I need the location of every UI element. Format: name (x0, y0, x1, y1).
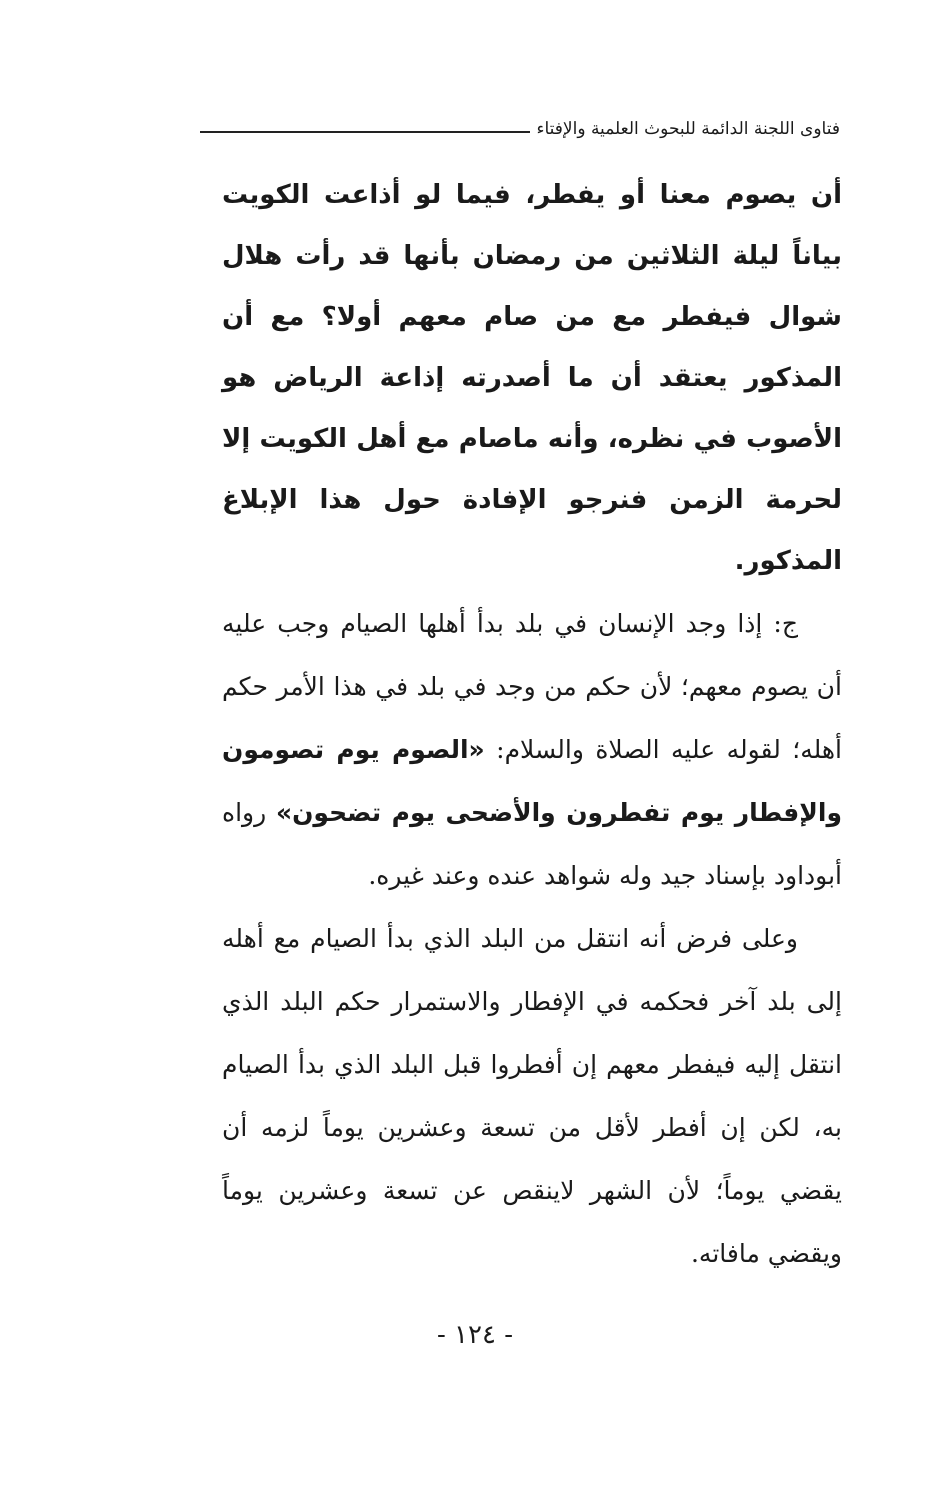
answer-outro: رواه أبوداود بإسناد جيد وله شواهد عنده وعند غيره. (222, 798, 842, 890)
answer-paragraph (222, 592, 842, 907)
second-paragraph: وعلى فرض أنه انتقل من البلد الذي بدأ الصيام مع أهله إلى بلد آخر فحكمه في الإفطار والاستمرار حكم البلد الذي انتقل إليه فيفطر معهم إن أفطروا قبل البلد الذي بدأ الصيام به، لكن إن أفطر لأقل من تسعة وعشرين يوماً لزمه أن يقضي يوماً؛ لأن الشهر لاينقص عن تسعة وعشرين يوماً ويقضي مافاته. (222, 924, 842, 1268)
header-rule (200, 131, 530, 133)
hadith-quote: «الصوم يوم تصومون والإفطار يوم تفطرون والأضحى يوم تضحون» (222, 735, 842, 827)
answer-intro: ج: إذا وجد الإنسان في بلد بدأ أهلها الصيام وجب عليه أن يصوم معهم؛ لأن حكم من وجد في بلد في هذا الأمر حكم أهله؛ لقوله عليه الصلاة والسلام: (222, 609, 843, 764)
question-paragraph: أن يصوم معنا أو يفطر، فيما لو أذاعت الكويت بياناً ليلة الثلاثين من رمضان بأنها قد رأت هلال شوال فيفطر مع من صام معهم أولا؟ مع أن المذكور يعتقد أن ما أصدرته إذاعة الرياض هو الأصوب في نظره، وأنه ماصام مع أهل الكويت إلا لحرمة الزمن فنرجو الإفادة حول هذا الإبلاغ المذكور. (222, 180, 842, 576)
running-header (110, 112, 840, 146)
page-number: - ١٢٤ - (436, 1320, 514, 1350)
header-title: فتاوى اللجنة الدائمة للبحوث العلمية والإفتاء (536, 119, 840, 139)
main-content (222, 165, 842, 1285)
